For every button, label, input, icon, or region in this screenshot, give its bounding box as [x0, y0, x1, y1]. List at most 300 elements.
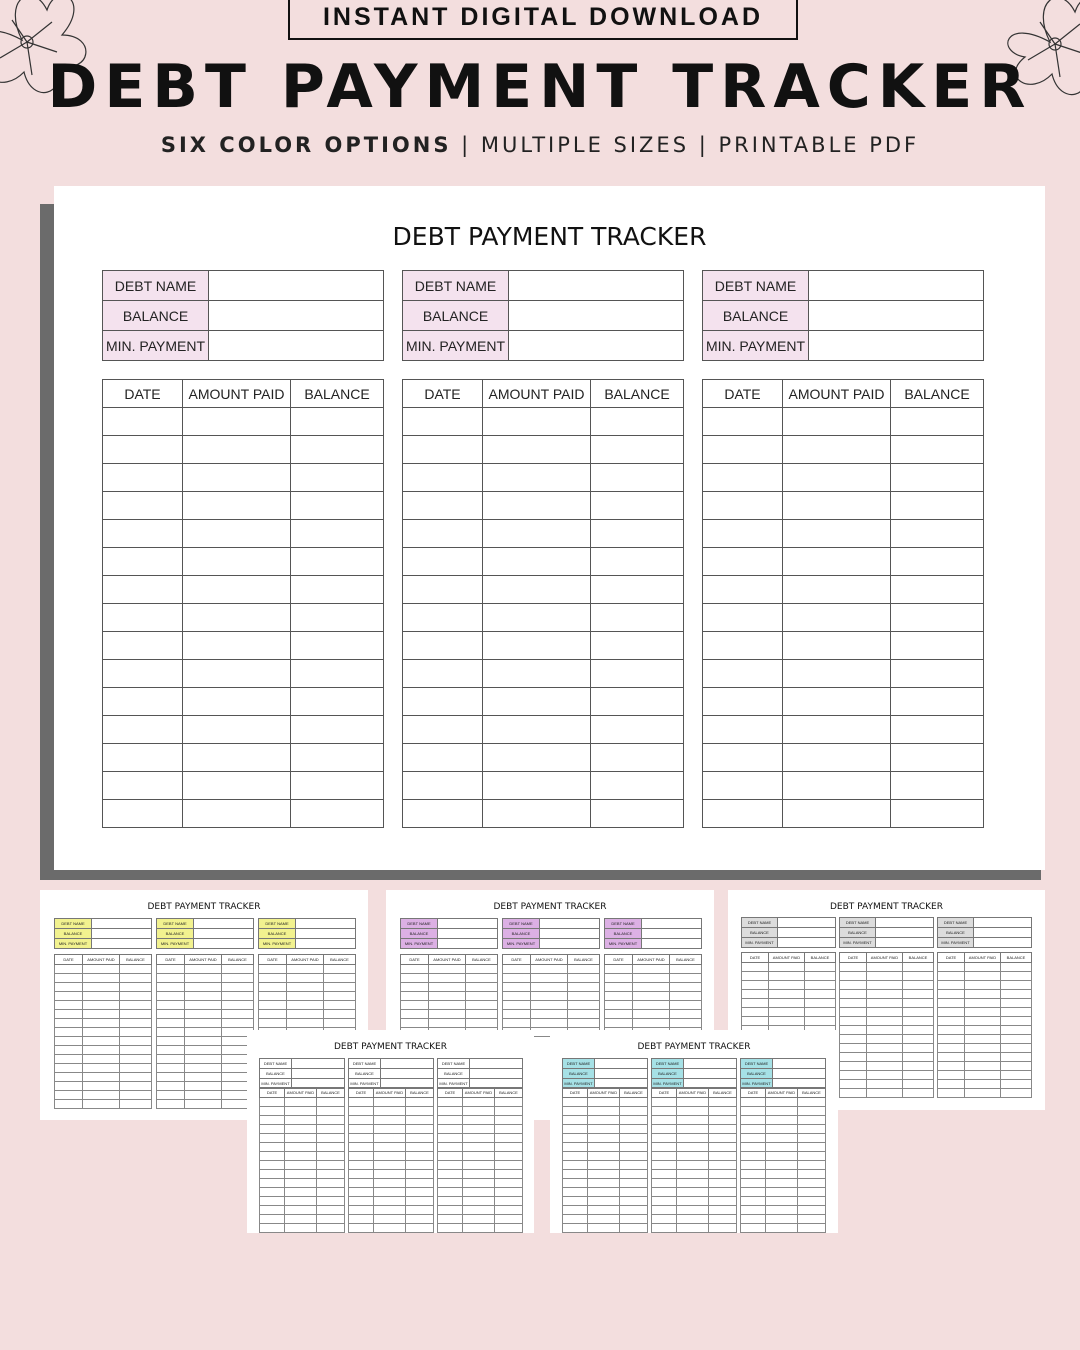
log-cell[interactable] — [903, 1008, 934, 1017]
log-cell[interactable] — [805, 999, 836, 1008]
log-cell[interactable] — [591, 464, 684, 492]
log-cell[interactable] — [185, 1046, 222, 1055]
log-cell[interactable] — [605, 974, 633, 983]
log-cell[interactable] — [891, 604, 984, 632]
log-cell[interactable] — [438, 1134, 463, 1143]
log-cell[interactable] — [903, 1089, 934, 1098]
log-cell[interactable] — [285, 1197, 317, 1206]
log-cell[interactable] — [185, 1082, 222, 1091]
log-cell[interactable] — [55, 1046, 83, 1055]
log-cell[interactable] — [652, 1107, 677, 1116]
log-cell[interactable] — [1001, 1089, 1032, 1098]
log-cell[interactable] — [103, 436, 183, 464]
log-cell[interactable] — [495, 1134, 523, 1143]
log-cell[interactable] — [463, 1152, 495, 1161]
log-cell[interactable] — [157, 1073, 185, 1082]
log-cell[interactable] — [183, 520, 291, 548]
log-cell[interactable] — [531, 992, 568, 1001]
log-cell[interactable] — [483, 492, 591, 520]
info-value-field[interactable] — [778, 938, 836, 948]
log-cell[interactable] — [55, 1064, 83, 1073]
log-cell[interactable] — [403, 688, 483, 716]
log-cell[interactable] — [965, 1071, 1001, 1080]
log-cell[interactable] — [633, 1001, 670, 1010]
log-cell[interactable] — [903, 999, 934, 1008]
log-cell[interactable] — [867, 990, 903, 999]
log-cell[interactable] — [965, 1044, 1001, 1053]
log-cell[interactable] — [591, 520, 684, 548]
log-cell[interactable] — [438, 1224, 463, 1233]
log-cell[interactable] — [620, 1134, 648, 1143]
log-cell[interactable] — [503, 983, 531, 992]
log-cell[interactable] — [670, 1019, 702, 1028]
log-cell[interactable] — [403, 576, 483, 604]
log-cell[interactable] — [317, 1224, 345, 1233]
log-cell[interactable] — [742, 963, 769, 972]
log-cell[interactable] — [291, 632, 384, 660]
log-cell[interactable] — [260, 1206, 285, 1215]
log-cell[interactable] — [677, 1116, 709, 1125]
info-value-field[interactable] — [509, 271, 684, 301]
log-cell[interactable] — [495, 1161, 523, 1170]
log-cell[interactable] — [769, 1008, 805, 1017]
log-cell[interactable] — [483, 436, 591, 464]
log-cell[interactable] — [588, 1170, 620, 1179]
log-cell[interactable] — [429, 992, 466, 1001]
info-value-field[interactable] — [92, 939, 152, 949]
log-cell[interactable] — [157, 983, 185, 992]
log-cell[interactable] — [1001, 1008, 1032, 1017]
log-cell[interactable] — [466, 1019, 498, 1028]
log-cell[interactable] — [741, 1125, 766, 1134]
log-cell[interactable] — [867, 1044, 903, 1053]
log-cell[interactable] — [285, 1125, 317, 1134]
log-cell[interactable] — [840, 1089, 867, 1098]
log-cell[interactable] — [741, 1161, 766, 1170]
log-cell[interactable] — [503, 965, 531, 974]
log-cell[interactable] — [483, 632, 591, 660]
log-cell[interactable] — [620, 1107, 648, 1116]
log-cell[interactable] — [438, 1179, 463, 1188]
log-cell[interactable] — [531, 1010, 568, 1019]
log-cell[interactable] — [783, 576, 891, 604]
log-cell[interactable] — [463, 1098, 495, 1107]
log-cell[interactable] — [403, 604, 483, 632]
log-cell[interactable] — [120, 974, 152, 983]
log-cell[interactable] — [891, 632, 984, 660]
log-cell[interactable] — [483, 800, 591, 828]
log-cell[interactable] — [185, 1001, 222, 1010]
log-cell[interactable] — [185, 1073, 222, 1082]
log-cell[interactable] — [374, 1107, 406, 1116]
log-cell[interactable] — [703, 464, 783, 492]
log-cell[interactable] — [591, 632, 684, 660]
log-cell[interactable] — [291, 772, 384, 800]
log-cell[interactable] — [840, 1044, 867, 1053]
log-cell[interactable] — [463, 1116, 495, 1125]
info-value-field[interactable] — [809, 301, 984, 331]
log-cell[interactable] — [568, 965, 600, 974]
log-cell[interactable] — [591, 772, 684, 800]
log-cell[interactable] — [260, 1107, 285, 1116]
log-cell[interactable] — [891, 492, 984, 520]
log-cell[interactable] — [620, 1143, 648, 1152]
log-cell[interactable] — [938, 1008, 965, 1017]
log-cell[interactable] — [285, 1224, 317, 1233]
log-cell[interactable] — [120, 1055, 152, 1064]
log-cell[interactable] — [798, 1152, 826, 1161]
log-cell[interactable] — [157, 1100, 185, 1109]
log-cell[interactable] — [463, 1143, 495, 1152]
log-cell[interactable] — [374, 1197, 406, 1206]
log-cell[interactable] — [652, 1188, 677, 1197]
log-cell[interactable] — [374, 1215, 406, 1224]
log-cell[interactable] — [483, 660, 591, 688]
log-cell[interactable] — [938, 972, 965, 981]
log-cell[interactable] — [83, 1073, 120, 1082]
log-cell[interactable] — [103, 744, 183, 772]
log-cell[interactable] — [259, 1001, 287, 1010]
log-cell[interactable] — [438, 1143, 463, 1152]
log-cell[interactable] — [183, 716, 291, 744]
log-cell[interactable] — [840, 990, 867, 999]
log-cell[interactable] — [677, 1143, 709, 1152]
log-cell[interactable] — [568, 983, 600, 992]
log-cell[interactable] — [183, 632, 291, 660]
log-cell[interactable] — [183, 688, 291, 716]
log-cell[interactable] — [157, 1064, 185, 1073]
log-cell[interactable] — [709, 1125, 737, 1134]
log-cell[interactable] — [463, 1206, 495, 1215]
log-cell[interactable] — [840, 1080, 867, 1089]
log-cell[interactable] — [260, 1170, 285, 1179]
log-cell[interactable] — [620, 1206, 648, 1215]
log-cell[interactable] — [317, 1116, 345, 1125]
log-cell[interactable] — [591, 576, 684, 604]
info-value-field[interactable] — [194, 929, 254, 939]
log-cell[interactable] — [287, 965, 324, 974]
log-cell[interactable] — [259, 992, 287, 1001]
log-cell[interactable] — [503, 974, 531, 983]
log-cell[interactable] — [55, 974, 83, 983]
log-cell[interactable] — [374, 1188, 406, 1197]
log-cell[interactable] — [1001, 1062, 1032, 1071]
log-cell[interactable] — [349, 1116, 374, 1125]
log-cell[interactable] — [503, 992, 531, 1001]
log-cell[interactable] — [867, 963, 903, 972]
log-cell[interactable] — [183, 744, 291, 772]
log-cell[interactable] — [766, 1179, 798, 1188]
log-cell[interactable] — [588, 1107, 620, 1116]
log-cell[interactable] — [287, 974, 324, 983]
log-cell[interactable] — [406, 1206, 434, 1215]
log-cell[interactable] — [703, 688, 783, 716]
log-cell[interactable] — [429, 1010, 466, 1019]
log-cell[interactable] — [83, 1001, 120, 1010]
log-cell[interactable] — [840, 972, 867, 981]
log-cell[interactable] — [891, 520, 984, 548]
log-cell[interactable] — [401, 965, 429, 974]
log-cell[interactable] — [495, 1188, 523, 1197]
log-cell[interactable] — [401, 1010, 429, 1019]
info-value-field[interactable] — [809, 271, 984, 301]
log-cell[interactable] — [783, 800, 891, 828]
log-cell[interactable] — [83, 974, 120, 983]
log-cell[interactable] — [291, 604, 384, 632]
info-value-field[interactable] — [438, 919, 498, 929]
log-cell[interactable] — [766, 1206, 798, 1215]
log-cell[interactable] — [709, 1143, 737, 1152]
log-cell[interactable] — [55, 1037, 83, 1046]
log-cell[interactable] — [766, 1134, 798, 1143]
log-cell[interactable] — [438, 1125, 463, 1134]
log-cell[interactable] — [766, 1170, 798, 1179]
log-cell[interactable] — [563, 1224, 588, 1233]
log-cell[interactable] — [741, 1134, 766, 1143]
log-cell[interactable] — [403, 800, 483, 828]
log-cell[interactable] — [742, 1008, 769, 1017]
log-cell[interactable] — [438, 1152, 463, 1161]
log-cell[interactable] — [867, 1089, 903, 1098]
log-cell[interactable] — [324, 1010, 356, 1019]
log-cell[interactable] — [483, 576, 591, 604]
log-cell[interactable] — [483, 688, 591, 716]
log-cell[interactable] — [1001, 972, 1032, 981]
log-cell[interactable] — [374, 1224, 406, 1233]
log-cell[interactable] — [406, 1161, 434, 1170]
log-cell[interactable] — [891, 744, 984, 772]
log-cell[interactable] — [185, 1028, 222, 1037]
log-cell[interactable] — [55, 965, 83, 974]
log-cell[interactable] — [591, 744, 684, 772]
log-cell[interactable] — [285, 1134, 317, 1143]
log-cell[interactable] — [703, 436, 783, 464]
log-cell[interactable] — [259, 983, 287, 992]
log-cell[interactable] — [260, 1116, 285, 1125]
log-cell[interactable] — [1001, 1026, 1032, 1035]
log-cell[interactable] — [401, 1019, 429, 1028]
log-cell[interactable] — [769, 990, 805, 999]
log-cell[interactable] — [438, 1206, 463, 1215]
log-cell[interactable] — [709, 1188, 737, 1197]
log-cell[interactable] — [285, 1098, 317, 1107]
log-cell[interactable] — [798, 1197, 826, 1206]
log-cell[interactable] — [55, 1001, 83, 1010]
log-cell[interactable] — [438, 1170, 463, 1179]
log-cell[interactable] — [605, 1019, 633, 1028]
log-cell[interactable] — [259, 974, 287, 983]
log-cell[interactable] — [183, 436, 291, 464]
log-cell[interactable] — [563, 1179, 588, 1188]
log-cell[interactable] — [157, 1028, 185, 1037]
info-value-field[interactable] — [876, 928, 934, 938]
log-cell[interactable] — [965, 1026, 1001, 1035]
log-cell[interactable] — [798, 1116, 826, 1125]
log-cell[interactable] — [709, 1224, 737, 1233]
log-cell[interactable] — [403, 436, 483, 464]
log-cell[interactable] — [495, 1206, 523, 1215]
log-cell[interactable] — [783, 716, 891, 744]
log-cell[interactable] — [1001, 1044, 1032, 1053]
log-cell[interactable] — [83, 983, 120, 992]
log-cell[interactable] — [438, 1116, 463, 1125]
log-cell[interactable] — [903, 1053, 934, 1062]
log-cell[interactable] — [840, 1071, 867, 1080]
log-cell[interactable] — [374, 1206, 406, 1215]
log-cell[interactable] — [965, 1053, 1001, 1062]
log-cell[interactable] — [633, 992, 670, 1001]
log-cell[interactable] — [324, 965, 356, 974]
log-cell[interactable] — [317, 1107, 345, 1116]
log-cell[interactable] — [588, 1197, 620, 1206]
log-cell[interactable] — [349, 1107, 374, 1116]
log-cell[interactable] — [741, 1179, 766, 1188]
log-cell[interactable] — [483, 408, 591, 436]
log-cell[interactable] — [83, 1046, 120, 1055]
log-cell[interactable] — [222, 983, 254, 992]
info-value-field[interactable] — [438, 929, 498, 939]
log-cell[interactable] — [709, 1170, 737, 1179]
log-cell[interactable] — [741, 1188, 766, 1197]
log-cell[interactable] — [891, 688, 984, 716]
log-cell[interactable] — [677, 1224, 709, 1233]
log-cell[interactable] — [703, 576, 783, 604]
log-cell[interactable] — [55, 1055, 83, 1064]
log-cell[interactable] — [783, 436, 891, 464]
log-cell[interactable] — [798, 1125, 826, 1134]
log-cell[interactable] — [466, 992, 498, 1001]
log-cell[interactable] — [183, 548, 291, 576]
log-cell[interactable] — [406, 1107, 434, 1116]
info-value-field[interactable] — [509, 301, 684, 331]
info-value-field[interactable] — [381, 1069, 434, 1079]
log-cell[interactable] — [429, 983, 466, 992]
log-cell[interactable] — [709, 1098, 737, 1107]
log-cell[interactable] — [349, 1179, 374, 1188]
log-cell[interactable] — [605, 1001, 633, 1010]
log-cell[interactable] — [260, 1143, 285, 1152]
log-cell[interactable] — [703, 604, 783, 632]
info-value-field[interactable] — [540, 929, 600, 939]
log-cell[interactable] — [766, 1215, 798, 1224]
log-cell[interactable] — [677, 1152, 709, 1161]
log-cell[interactable] — [291, 688, 384, 716]
log-cell[interactable] — [568, 1019, 600, 1028]
log-cell[interactable] — [291, 492, 384, 520]
log-cell[interactable] — [103, 716, 183, 744]
log-cell[interactable] — [965, 981, 1001, 990]
log-cell[interactable] — [438, 1161, 463, 1170]
log-cell[interactable] — [222, 965, 254, 974]
log-cell[interactable] — [406, 1215, 434, 1224]
log-cell[interactable] — [769, 972, 805, 981]
log-cell[interactable] — [677, 1197, 709, 1206]
log-cell[interactable] — [438, 1098, 463, 1107]
log-cell[interactable] — [867, 981, 903, 990]
log-cell[interactable] — [741, 1143, 766, 1152]
log-cell[interactable] — [903, 1035, 934, 1044]
log-cell[interactable] — [401, 992, 429, 1001]
log-cell[interactable] — [965, 999, 1001, 1008]
log-cell[interactable] — [965, 972, 1001, 981]
log-cell[interactable] — [55, 992, 83, 1001]
log-cell[interactable] — [120, 1064, 152, 1073]
log-cell[interactable] — [183, 660, 291, 688]
log-cell[interactable] — [55, 1082, 83, 1091]
log-cell[interactable] — [317, 1188, 345, 1197]
log-cell[interactable] — [588, 1116, 620, 1125]
log-cell[interactable] — [652, 1170, 677, 1179]
log-cell[interactable] — [703, 492, 783, 520]
log-cell[interactable] — [677, 1215, 709, 1224]
log-cell[interactable] — [438, 1188, 463, 1197]
info-value-field[interactable] — [876, 938, 934, 948]
log-cell[interactable] — [401, 974, 429, 983]
log-cell[interactable] — [677, 1188, 709, 1197]
log-cell[interactable] — [406, 1125, 434, 1134]
log-cell[interactable] — [466, 974, 498, 983]
log-cell[interactable] — [403, 632, 483, 660]
log-cell[interactable] — [55, 1091, 83, 1100]
log-cell[interactable] — [568, 992, 600, 1001]
log-cell[interactable] — [406, 1188, 434, 1197]
info-value-field[interactable] — [876, 918, 934, 928]
log-cell[interactable] — [670, 974, 702, 983]
log-cell[interactable] — [620, 1179, 648, 1188]
log-cell[interactable] — [805, 990, 836, 999]
info-value-field[interactable] — [92, 919, 152, 929]
log-cell[interactable] — [260, 1152, 285, 1161]
log-cell[interactable] — [766, 1197, 798, 1206]
info-value-field[interactable] — [296, 939, 356, 949]
log-cell[interactable] — [120, 1010, 152, 1019]
log-cell[interactable] — [568, 1010, 600, 1019]
log-cell[interactable] — [349, 1125, 374, 1134]
log-cell[interactable] — [633, 983, 670, 992]
log-cell[interactable] — [222, 1001, 254, 1010]
log-cell[interactable] — [120, 1091, 152, 1100]
log-cell[interactable] — [185, 1100, 222, 1109]
log-cell[interactable] — [531, 1019, 568, 1028]
log-cell[interactable] — [103, 492, 183, 520]
log-cell[interactable] — [741, 1206, 766, 1215]
log-cell[interactable] — [677, 1206, 709, 1215]
log-cell[interactable] — [285, 1179, 317, 1188]
log-cell[interactable] — [652, 1197, 677, 1206]
log-cell[interactable] — [965, 1080, 1001, 1089]
log-cell[interactable] — [563, 1188, 588, 1197]
log-cell[interactable] — [766, 1188, 798, 1197]
log-cell[interactable] — [1001, 1017, 1032, 1026]
log-cell[interactable] — [903, 963, 934, 972]
log-cell[interactable] — [183, 464, 291, 492]
log-cell[interactable] — [588, 1188, 620, 1197]
log-cell[interactable] — [401, 1001, 429, 1010]
log-cell[interactable] — [903, 1044, 934, 1053]
log-cell[interactable] — [317, 1125, 345, 1134]
log-cell[interactable] — [563, 1206, 588, 1215]
log-cell[interactable] — [406, 1098, 434, 1107]
log-cell[interactable] — [588, 1134, 620, 1143]
log-cell[interactable] — [317, 1152, 345, 1161]
log-cell[interactable] — [103, 772, 183, 800]
log-cell[interactable] — [291, 576, 384, 604]
log-cell[interactable] — [965, 1008, 1001, 1017]
info-value-field[interactable] — [92, 929, 152, 939]
log-cell[interactable] — [1001, 1035, 1032, 1044]
log-cell[interactable] — [324, 992, 356, 1001]
log-cell[interactable] — [349, 1161, 374, 1170]
